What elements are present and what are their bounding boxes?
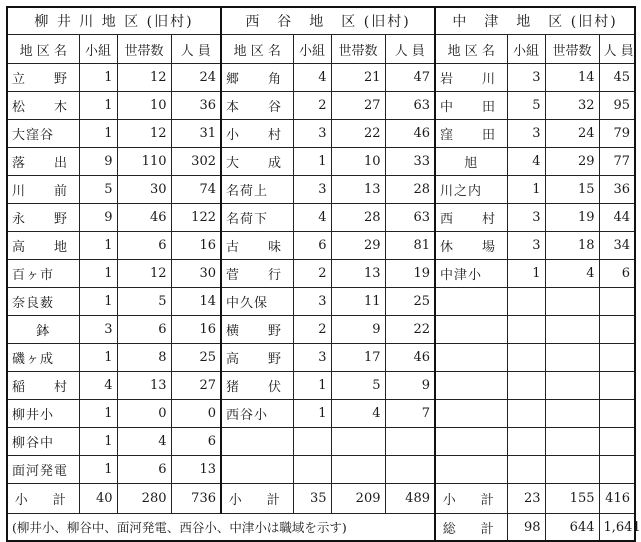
people-cell: 77 <box>599 148 635 176</box>
households-cell: 5 <box>117 288 171 316</box>
households-cell: 4 <box>117 428 171 456</box>
kumi-cell <box>507 372 545 400</box>
district-name-cell: 鉢 <box>7 316 79 344</box>
people-cell: 63 <box>385 204 435 232</box>
kumi-cell: 1 <box>79 288 117 316</box>
kumi-cell: 1 <box>79 260 117 288</box>
households-cell: 10 <box>117 92 171 120</box>
households-cell: 12 <box>117 120 171 148</box>
kumi-cell <box>507 288 545 316</box>
households-cell: 12 <box>117 260 171 288</box>
district-name-cell <box>435 316 507 344</box>
table-row <box>7 456 635 484</box>
kumi-cell: 1 <box>79 92 117 120</box>
kumi-cell: 1 <box>79 64 117 92</box>
district-name-cell: 名荷上 <box>221 176 293 204</box>
households-cell: 46 <box>117 204 171 232</box>
households-cell: 32 <box>545 92 599 120</box>
district-name-cell: 奈良薮 <box>7 288 79 316</box>
kumi-cell: 1 <box>79 344 117 372</box>
subtotal-label: 小 計 <box>221 484 293 514</box>
header-district-name: 地 区 名 <box>435 35 507 64</box>
people-cell: 122 <box>171 204 221 232</box>
kumi-cell: 3 <box>507 232 545 260</box>
subtotal-label: 小 計 <box>435 484 507 514</box>
table-row <box>7 120 635 148</box>
district-name-cell: 旭 <box>435 148 507 176</box>
district-name-cell: 郷 角 <box>221 64 293 92</box>
footer-row <box>7 514 635 542</box>
district-name-cell: 古 味 <box>221 232 293 260</box>
kumi-cell: 3 <box>293 344 331 372</box>
region-title-nishidani: 西 谷 地 区 (旧村) <box>221 7 435 35</box>
people-cell: 30 <box>171 260 221 288</box>
kumi-cell: 9 <box>79 148 117 176</box>
district-name-cell: 松 木 <box>7 92 79 120</box>
people-cell: 6 <box>599 260 635 288</box>
footnote: (柳井小、柳谷中、面河発電、西谷小、中津小は職域を示す) <box>7 514 435 542</box>
households-cell: 0 <box>117 400 171 428</box>
households-cell <box>545 288 599 316</box>
people-cell: 74 <box>171 176 221 204</box>
people-cell: 46 <box>385 120 435 148</box>
households-cell: 12 <box>117 64 171 92</box>
district-name-cell: 菅 行 <box>221 260 293 288</box>
households-cell <box>545 372 599 400</box>
population-table <box>6 6 641 542</box>
people-cell <box>385 428 435 456</box>
people-cell <box>599 372 635 400</box>
households-cell: 6 <box>117 232 171 260</box>
header-households: 世帯数 <box>545 35 599 64</box>
households-cell: 13 <box>117 372 171 400</box>
people-cell: 302 <box>171 148 221 176</box>
district-name-cell <box>435 400 507 428</box>
district-name-cell: 中久保 <box>221 288 293 316</box>
district-name-cell: 大窪谷 <box>7 120 79 148</box>
district-name-cell: 中津小 <box>435 260 507 288</box>
header-people: 人 員 <box>171 35 221 64</box>
subtotal-people: 416 <box>599 484 635 514</box>
region-title-yanaigawa: 柳 井 川 地 区 (旧村) <box>7 7 221 35</box>
subtotal-people: 736 <box>171 484 221 514</box>
district-name-cell <box>221 428 293 456</box>
header-kumi: 小組 <box>79 35 117 64</box>
kumi-cell <box>293 428 331 456</box>
kumi-cell: 4 <box>293 64 331 92</box>
kumi-cell: 1 <box>293 148 331 176</box>
households-cell: 29 <box>331 232 385 260</box>
households-cell: 21 <box>331 64 385 92</box>
people-cell: 81 <box>385 232 435 260</box>
households-cell: 18 <box>545 232 599 260</box>
people-cell: 36 <box>599 176 635 204</box>
people-cell: 7 <box>385 400 435 428</box>
district-name-cell: 西谷小 <box>221 400 293 428</box>
households-cell: 9 <box>331 316 385 344</box>
kumi-cell <box>293 456 331 484</box>
subtotal-households: 280 <box>117 484 171 514</box>
kumi-cell: 1 <box>293 400 331 428</box>
households-cell: 8 <box>117 344 171 372</box>
households-cell <box>545 400 599 428</box>
people-cell: 28 <box>385 176 435 204</box>
header-district-name: 地 区 名 <box>221 35 293 64</box>
kumi-cell <box>507 456 545 484</box>
region-title-nakatsu: 中 津 地 区 (旧村) <box>435 7 635 35</box>
district-name-cell: 岩 川 <box>435 64 507 92</box>
table-row <box>7 428 635 456</box>
households-cell: 15 <box>545 176 599 204</box>
kumi-cell: 3 <box>507 204 545 232</box>
district-name-cell: 名荷下 <box>221 204 293 232</box>
grand-total-households: 644 <box>545 514 599 542</box>
households-cell <box>545 316 599 344</box>
district-name-cell: 百ヶ市 <box>7 260 79 288</box>
district-name-cell: 落 出 <box>7 148 79 176</box>
district-name-cell: 小 村 <box>221 120 293 148</box>
kumi-cell: 4 <box>293 204 331 232</box>
header-people: 人 員 <box>599 35 635 64</box>
subtotal-kumi: 35 <box>293 484 331 514</box>
subtotal-kumi: 40 <box>79 484 117 514</box>
people-cell: 25 <box>385 288 435 316</box>
kumi-cell: 1 <box>79 120 117 148</box>
kumi-cell: 1 <box>79 456 117 484</box>
table-row <box>7 372 635 400</box>
households-cell: 22 <box>331 120 385 148</box>
table-row <box>7 344 635 372</box>
table-row <box>7 232 635 260</box>
district-name-cell: 柳谷中 <box>7 428 79 456</box>
district-name-cell: 稲 村 <box>7 372 79 400</box>
people-cell: 36 <box>171 92 221 120</box>
households-cell: 28 <box>331 204 385 232</box>
district-name-cell: 高 野 <box>221 344 293 372</box>
district-name-cell: 面河発電 <box>7 456 79 484</box>
households-cell: 5 <box>331 372 385 400</box>
people-cell: 0 <box>171 400 221 428</box>
kumi-cell: 3 <box>293 176 331 204</box>
kumi-cell: 1 <box>293 372 331 400</box>
kumi-cell <box>507 316 545 344</box>
table-row <box>7 92 635 120</box>
people-cell: 46 <box>385 344 435 372</box>
table-row <box>7 260 635 288</box>
grand-total-people: 1,641 <box>599 514 635 542</box>
district-name-cell: 大 成 <box>221 148 293 176</box>
table-row <box>7 176 635 204</box>
subtotal-kumi: 23 <box>507 484 545 514</box>
kumi-cell: 1 <box>507 260 545 288</box>
population-table-sheet <box>6 6 641 537</box>
kumi-cell: 3 <box>507 120 545 148</box>
households-cell: 110 <box>117 148 171 176</box>
kumi-cell: 4 <box>79 372 117 400</box>
people-cell <box>599 428 635 456</box>
kumi-cell: 6 <box>293 232 331 260</box>
people-cell: 63 <box>385 92 435 120</box>
people-cell: 13 <box>171 456 221 484</box>
grand-total-label: 総 計 <box>435 514 507 542</box>
district-name-cell <box>435 372 507 400</box>
kumi-cell: 3 <box>507 64 545 92</box>
district-name-cell: 休 場 <box>435 232 507 260</box>
people-cell: 16 <box>171 316 221 344</box>
households-cell: 30 <box>117 176 171 204</box>
subtotal-households: 155 <box>545 484 599 514</box>
kumi-cell: 2 <box>293 260 331 288</box>
people-cell: 95 <box>599 92 635 120</box>
district-name-cell <box>435 288 507 316</box>
kumi-cell: 3 <box>293 120 331 148</box>
people-cell <box>599 316 635 344</box>
households-cell <box>545 428 599 456</box>
people-cell: 47 <box>385 64 435 92</box>
households-cell: 17 <box>331 344 385 372</box>
kumi-cell: 1 <box>507 176 545 204</box>
district-name-cell: 猪 伏 <box>221 372 293 400</box>
subtotal-households: 209 <box>331 484 385 514</box>
people-cell <box>385 456 435 484</box>
district-name-cell: 磯ヶ成 <box>7 344 79 372</box>
kumi-cell: 1 <box>79 232 117 260</box>
district-name-cell <box>435 344 507 372</box>
people-cell: 34 <box>599 232 635 260</box>
households-cell: 24 <box>545 120 599 148</box>
kumi-cell: 2 <box>293 92 331 120</box>
header-kumi: 小組 <box>293 35 331 64</box>
table-row <box>7 288 635 316</box>
households-cell: 27 <box>331 92 385 120</box>
households-cell: 29 <box>545 148 599 176</box>
kumi-cell: 3 <box>293 288 331 316</box>
people-cell <box>599 344 635 372</box>
district-name-cell: 横 野 <box>221 316 293 344</box>
people-cell: 22 <box>385 316 435 344</box>
district-name-cell: 永 野 <box>7 204 79 232</box>
households-cell <box>331 456 385 484</box>
district-name-cell: 柳井小 <box>7 400 79 428</box>
households-cell: 6 <box>117 316 171 344</box>
subtotal-people: 489 <box>385 484 435 514</box>
subtotal-row <box>7 484 635 514</box>
header-households: 世帯数 <box>331 35 385 64</box>
table-row <box>7 148 635 176</box>
district-name-cell: 立 野 <box>7 64 79 92</box>
district-name-cell: 中 田 <box>435 92 507 120</box>
households-cell: 14 <box>545 64 599 92</box>
people-cell: 31 <box>171 120 221 148</box>
district-name-cell: 本 谷 <box>221 92 293 120</box>
grand-total-kumi: 98 <box>507 514 545 542</box>
people-cell <box>599 456 635 484</box>
people-cell: 27 <box>171 372 221 400</box>
people-cell: 25 <box>171 344 221 372</box>
people-cell: 33 <box>385 148 435 176</box>
kumi-cell: 3 <box>79 316 117 344</box>
households-cell: 4 <box>331 400 385 428</box>
district-name-cell: 西 村 <box>435 204 507 232</box>
people-cell: 9 <box>385 372 435 400</box>
households-cell <box>545 344 599 372</box>
header-district-name: 地 区 名 <box>7 35 79 64</box>
people-cell <box>599 400 635 428</box>
kumi-cell: 1 <box>79 400 117 428</box>
households-cell: 11 <box>331 288 385 316</box>
kumi-cell: 9 <box>79 204 117 232</box>
kumi-cell <box>507 344 545 372</box>
people-cell: 24 <box>171 64 221 92</box>
people-cell: 79 <box>599 120 635 148</box>
region-title-row <box>7 7 635 35</box>
households-cell: 19 <box>545 204 599 232</box>
households-cell: 10 <box>331 148 385 176</box>
district-name-cell <box>435 456 507 484</box>
kumi-cell: 4 <box>507 148 545 176</box>
kumi-cell: 5 <box>507 92 545 120</box>
people-cell: 16 <box>171 232 221 260</box>
district-name-cell: 川之内 <box>435 176 507 204</box>
district-name-cell: 高 地 <box>7 232 79 260</box>
district-name-cell <box>221 456 293 484</box>
table-row <box>7 316 635 344</box>
table-body <box>7 64 635 484</box>
table-row <box>7 204 635 232</box>
people-cell: 45 <box>599 64 635 92</box>
people-cell: 19 <box>385 260 435 288</box>
kumi-cell: 5 <box>79 176 117 204</box>
district-name-cell: 川 前 <box>7 176 79 204</box>
table-row <box>7 64 635 92</box>
households-cell: 13 <box>331 260 385 288</box>
header-people: 人 員 <box>385 35 435 64</box>
kumi-cell: 1 <box>79 428 117 456</box>
households-cell: 6 <box>117 456 171 484</box>
households-cell <box>545 456 599 484</box>
subtotal-label: 小 計 <box>7 484 79 514</box>
people-cell: 44 <box>599 204 635 232</box>
header-kumi: 小組 <box>507 35 545 64</box>
table-row <box>7 400 635 428</box>
people-cell <box>599 288 635 316</box>
kumi-cell <box>507 428 545 456</box>
households-cell: 4 <box>545 260 599 288</box>
header-households: 世帯数 <box>117 35 171 64</box>
district-name-cell <box>435 428 507 456</box>
district-name-cell: 窪 田 <box>435 120 507 148</box>
kumi-cell: 2 <box>293 316 331 344</box>
households-cell: 13 <box>331 176 385 204</box>
column-header-row <box>7 35 635 64</box>
kumi-cell <box>507 400 545 428</box>
households-cell <box>331 428 385 456</box>
people-cell: 6 <box>171 428 221 456</box>
people-cell: 14 <box>171 288 221 316</box>
